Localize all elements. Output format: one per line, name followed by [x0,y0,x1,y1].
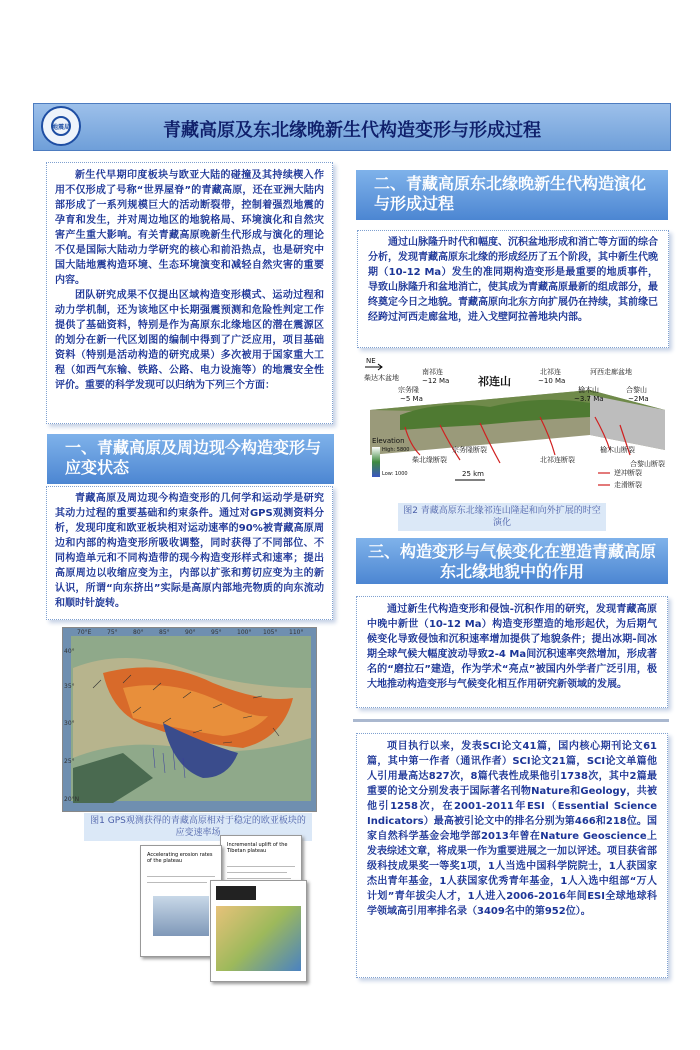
paper-covers [140,835,330,985]
map-lon-label-9: 110° [289,629,304,636]
paper2-title: Accelerating erosion rates of the plateau [147,852,213,864]
section3-box [356,596,668,708]
map-lon-label-4: 85° [159,629,170,636]
fig2-qaidam: 柴达木盆地 [364,374,399,382]
fig2-legend-thrust: 逆冲断裂 [614,469,642,477]
fig2-beiqi: 北祁连 [540,368,561,376]
map-lat-label-4: 25° [64,758,75,765]
section1-heading: 一、青藏高原及周边现今构造变形与应变状态 [47,434,334,484]
map-lat-label-2: 35° [64,683,75,690]
map-lon-label-8: 105° [263,629,278,636]
section2-heading: 二、青藏高原东北缘晚新生代构造演化与形成过程 [356,170,668,220]
page-title: 青藏高原及东北缘晚新生代构造变形与形成过程 [163,120,541,141]
map-lon-label-6: 95° [211,629,222,636]
fig2-elev-high: High: 5800 [382,447,410,453]
achievements-box [356,733,668,978]
map-lat-label-1: 40° [64,648,75,655]
section2-body: 通过山脉隆升时代和幅度、沉积盆地形成和消亡等方面的综合分析，发现青藏高原东北缘的形成经历了五个阶段，其中新生代晚期（10-12 Ma）发生的准同期构造变形是最重要的地质事件，导致山脉隆升和盆地消亡，使其成为青藏高原最新的组成部分，最终奠定今日之地貌。青藏高原向北东方向扩展仍在持续，其前缘已经跨过河西走廊盆地，进入戈壁阿拉善地块内部。 [368,237,658,323]
fig2-nanqi-age: ~12 Ma [422,377,450,385]
paper-cover-3 [210,880,307,982]
fig2-hexi: 河西走廊盆地 [590,368,632,376]
qilian-evolution-figure [360,355,670,500]
figure2-caption: 图2 青藏高原东北缘祁连山隆起和向外扩展的时空演化 [398,503,606,531]
fig2-fault1: 柴北缘断裂 [412,456,447,464]
fig2-ne: NE [366,357,376,365]
map-lat-label-5: 20°N [64,796,80,803]
fig2-helishan: 合黎山 [626,386,647,394]
fig2-zongwu: 宗务隆 [398,386,419,394]
gps-map-graphic [63,628,316,811]
gps-strain-map [62,627,317,812]
fig2-nanqi: 南祁连 [422,368,443,376]
fig2-qilian: 祁连山 [478,375,511,388]
map-lon-label-7: 100° [237,629,252,636]
fig2-beiqi-age: ~10 Ma [538,377,566,385]
intro-paragraph-1: 新生代早期印度板块与欧亚大陆的碰撞及其持续楔入作用不仅形成了号称“世界屋脊”的青藏高原，还在亚洲大陆内部形成了一系列规模巨大的活动断裂带，控制着强烈地震的孕育和发生，并对周边地区的地貌格局、环境演化和自然灾害产生重大影响。有关青藏高原晚新生代形成与演化的理论不仅是国际大陆动力学研究的核心和前沿热点，也是研究中国大陆地震构造环境、生态环境演变和减轻自然灾害的重要内容。 [55,170,324,286]
section3-body: 通过新生代构造变形和侵蚀-沉积作用的研究，发现青藏高原中晚中新世（10-12 Ma）构造变形塑造的地形起伏，为后期气候变化导致侵蚀和沉积速率增加提供了地貌条件；提出冰期-间冰期全球气候大幅度波动导致2-4 Ma间沉积速率突然增加，形成著名的“磨拉石”建造，作为学术“亮点”被国内外学者广泛引用，极大地推动构造变形与气候变化相互作用研究新领域的发展。 [367,604,657,690]
institution-logo [41,106,81,146]
fig2-elev-title: Elevation [372,437,405,445]
fig2-fault5: 合黎山断裂 [630,460,665,468]
fig2-zongwu-age: ~5 Ma [400,395,423,403]
fig2-scale: 25 km [462,470,485,478]
intro-paragraph-2: 团队研究成果不仅提出区域构造变形模式、运动过程和动力学机制，还为该地区中长期强震预测和危险性判定工作提供了基础资料，特别是作为高原东北缘地区的潜在震源区的划分在新一代区划图的编制中得到了广泛应用，项目基础资料（特别是活动构造的研究成果）多次被用于国家重大工程（如西气东输、铁路、公路、电力设施等）的地震安全性评价。重要的科学发现可以归纳为下列三个方面： [55,290,324,391]
intro-box [46,162,333,424]
title-banner [33,103,671,151]
section2-box [357,230,669,348]
map-lon-label-1: 70°E [77,629,92,636]
figure1-caption: 图1 GPS观测获得的青藏高原相对于稳定的欧亚板块的应变速率场 [84,813,312,841]
paper1-title: Incremental uplift of the Tibetan plateau [227,842,288,854]
section1-box [46,486,333,620]
map-lon-label-2: 75° [107,629,118,636]
section1-body: 青藏高原及周边现今构造变形的几何学和运动学是研究其动力过程的重要基础和约束条件。通过对GPS观测资料分析，发现印度和欧亚板块相对运动速率的90%被青藏高原周边和内部的构造变形所吸收调整，同时获得了不同部位、不同构造单元和不同构造带的现今构造变形样式和速率；提出高原周边以收缩应变为主，内部以扩张和剪切应变为主的新认识，所谓“向东挤出”实际是高原内部地壳物质的向东流动和顺时针旋转。 [55,493,324,609]
fig2-elev-low: Low: 1000 [382,471,408,477]
map-lon-label-3: 80° [133,629,144,636]
fig2-fault4: 榆木山断裂 [600,446,635,454]
map-lon-label-5: 90° [185,629,196,636]
fig2-legend-strike-slip: 走滑断裂 [614,481,642,489]
achievements-body: 项目执行以来，发表SCI论文41篇，国内核心期刊论文61篇，其中第一作者（通讯作者）SCI论文21篇，SCI论文单篇他人引用最高达827次，8篇代表性成果他引1738次，其中2篇最重要的论文分别发表于国际著名刊物Nature和Geology，共被他引1258次，在2001-2011年ESI（Essential Science Indicators）最高被引论文中的排名分别为第466和218位。国家自然科学基金会地学部2013年曾在Nature Geoscience上发表综述文章，将成果一作为重要进展之一加以评述。项目获省部级科技成果奖一等奖1项，1人当选中国科学院院士，1人获国家杰出青年基金，1人获国家优秀青年基金，1人入选中组部“万人计划”青年拔尖人才，1人进入2006-2016年间ESI全球地球科学领域高引用率排名录（3409名中的第952位）。 [367,741,657,917]
fig2-yumu-age: ~3.7 Ma [574,395,604,403]
section-divider [353,719,669,722]
logo-text: 地震局 [51,124,70,131]
fig2-fault3: 北祁连断裂 [540,456,575,464]
fig2-heli-age: ~2Ma [628,395,649,403]
map-lat-label-3: 30° [64,720,75,727]
fig2-yumu: 榆木山 [578,386,599,394]
fig2-fault2: 宗务隆断裂 [452,446,487,454]
section3-heading: 三、构造变形与气候变化在塑造青藏高原东北缘地貌中的作用 [356,538,668,584]
